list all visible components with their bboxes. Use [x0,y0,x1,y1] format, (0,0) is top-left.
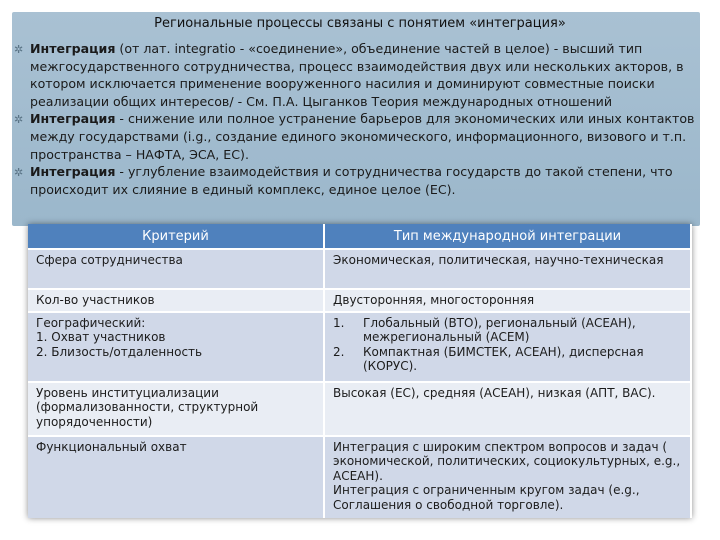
list-item-number: 1. [333,315,345,330]
list-item-number: 2. [333,344,345,359]
bullet-icon: ✲ [14,166,24,180]
integration-types-table [28,224,692,518]
definition-term: Интеграция [30,111,116,127]
definition-item [14,40,696,110]
type-line: Интеграция с ограниченным кругом задач (e.g., Соглашения о свободной торговле). [333,483,640,512]
definition-text: - углубление взаимодействия и сотрудничества государств до такой степени, что происходит их слияние в единый комплекс, единое целое (ЕС). [30,164,673,197]
criterion-cell: Функциональный охват [28,436,324,518]
type-cell: Двусторонняя, многосторонняя [324,289,691,312]
type-cell [324,312,691,382]
geo-type-list [333,316,682,374]
table-row [28,289,691,312]
type-cell [324,436,691,518]
bullet-icon: ✲ [14,113,24,127]
definition-text: (от лат. integratio - «соединение», объединение частей в целое) - высший тип межгосударственного сотрудничества, процесс взаимодействия двух или нескольких акторов, в котором исключается применение вооруженного насилия и доминируют совместные поиски реализации общих интересов/ - См. П.А. Цыганков Теория международных отношений [30,41,684,109]
table-row [28,249,691,289]
criterion-cell: Уровень институциализации (формализованности, структурной упорядоченности) [28,382,324,436]
definition-term: Интеграция [30,41,116,56]
definition-item [14,110,696,163]
bullet-icon: ✲ [14,43,24,56]
definitions-list [14,40,696,198]
list-item-text: Компактная (БИМСТЕК, АСЕАН), дисперсная (КОРУС). [363,344,644,373]
type-cell: Экономическая, политическая, научно-техническая [324,249,691,289]
list-item [333,316,682,345]
table-header-row [28,224,691,249]
list-item [333,345,682,374]
type-line: Интеграция с широким спектром вопросов и задач ( экономической, политических, социокультурных, e.g., АСЕАН). [333,439,681,483]
type-cell: Высокая (ЕС), средняя (АСЕАН), низкая (АПТ, ВАС). [324,382,691,436]
criterion-line: 2. Близость/отдаленность [36,344,203,359]
table-row [28,312,691,382]
definition-term: Интеграция [30,164,116,180]
definition-text: - снижение или полное устранение барьеров для экономических или иных контактов между государствами (i.g., создание единого экономического, информационного, визового и т.п. пространства – НАФТА, ЭСА, ЕС). [30,111,695,162]
criterion-cell: Кол-во участников [28,289,324,312]
table-row [28,436,691,518]
criterion-cell: Сфера сотрудничества [28,249,324,289]
criterion-line: 1. Охват участников [36,330,166,344]
list-item-text: Глобальный (ВТО), региональный (АСЕАН), межрегиональный (АСЕМ) [363,315,636,344]
column-header-criterion: Критерий [28,224,324,249]
slide-title: Региональные процессы связаны с понятием «интеграция» [154,16,566,31]
criterion-cell [28,312,324,382]
table-row [28,382,691,436]
definition-item [14,163,696,198]
column-header-type: Тип международной интеграции [324,224,691,249]
criterion-line: Географический: [36,315,146,330]
